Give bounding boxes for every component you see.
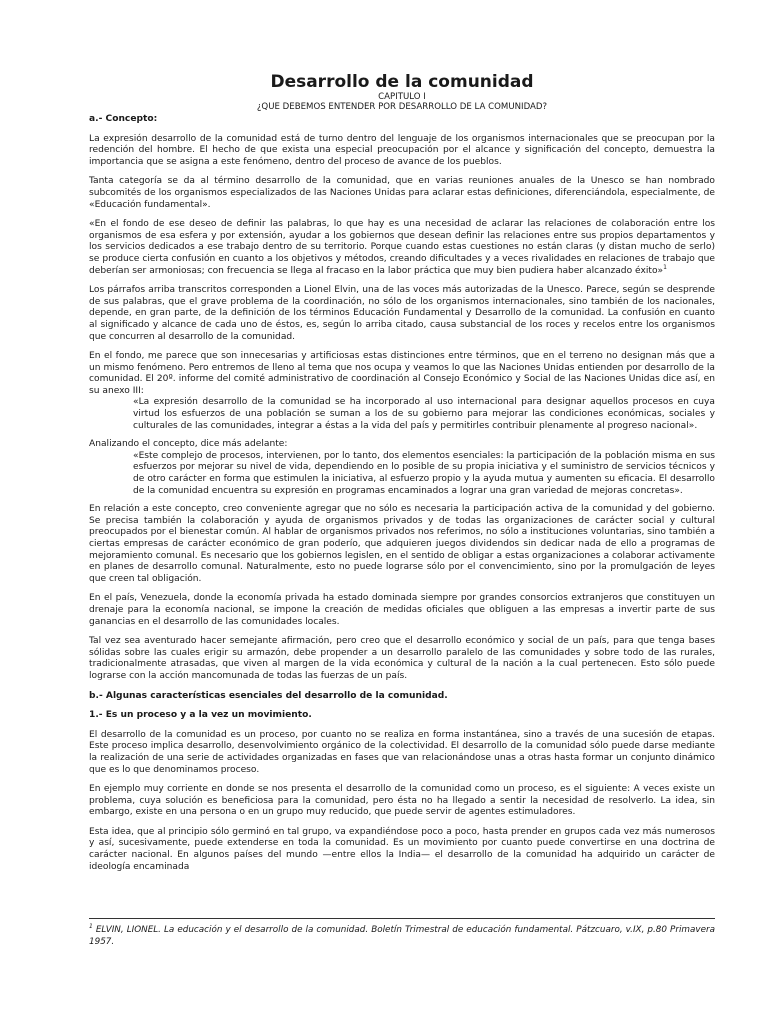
paragraph-1: La expresión desarrollo de la comunidad está de turno dentro del lenguaje de los organismos internacionales que se preocupan por la redención del hombre. El hecho de que exista una especial preocupación por el alcance y significación del concepto, demuestra la importancia que se asigna a este fenómeno, dentro del proceso de avance de los pueblos. [89,133,715,167]
paragraph-11: En ejemplo muy corriente en donde se nos presenta el desarrollo de la comunidad como un proceso, es el siguiente: A veces existe un problema, cuya solución es beneficiosa para la comunidad, pero ésta no ha llegado a sentir la necesidad de resolverlo. La idea, sin embargo, existe en una persona o en un grupo muy reducido, que puede servir de agentes estimuladores. [89,784,715,818]
paragraph-5: En el fondo, me parece que son innecesarias y artificiosas estas distinciones entre términos, que en el terreno no designan más que a un mismo fenómeno. Pero entremos de lleno al tema que nos ocupa y veamos lo que las Naciones Unidas entienden por desarrollo de la comunidad. El 20º. informe del comité administrativo de coordinación al Consejo Económico y Social de las Naciones Unidas dice así, en su anexo III: [89,351,715,396]
footnote-text: ELVIN, LIONEL. La educación y el desarrollo de la comunidad. Boletín Trimestral de educación fundamental. Pátzcuaro, v.IX, p.80 Primavera 1957. [89,925,715,947]
paragraph-2: Tanta categoría se da al término desarrollo de la comunidad, que en varias reuniones anuales de la Unesco se han nombrado subcomités de los organismos especializados de las Naciones Unidas para aclarar estas definiciones, diferenciándola, especialmente, de «Educación fundamental». [89,176,715,210]
section-b1-heading: 1.- Es un proceso y a la vez un movimiento. [89,710,312,721]
quote-2: «Este complejo de procesos, intervienen, por lo tanto, dos elementos esenciales: la participación de la población misma en sus esfuerzos por mejorar su nivel de vida, dependiendo en lo posible de su propia iniciativa y el suministro de servicios técnicos y de otro carácter en forma que estimulen la iniciativa, al esfuerzo propio y la ayuda mutua y aumenten su eficacia. El desarrollo de la comunidad encuentra su expresión en programas encaminados a lograr una gran variedad de mejoras concretas». [133,450,715,496]
section-b-heading: b.- Algunas características esenciales del desarrollo de la comunidad. [89,690,448,701]
paragraph-4: Los párrafos arriba transcritos corresponden a Lionel Elvin, una de las voces más autorizadas de la Unesco. Parece, según se desprende de sus palabras, que el grave problema de la coordinación, no sólo de los organismos internacionales, sino también de los nacionales, depende, en gran parte, de la definición de los términos Educación Fundamental y Desarrollo de la comunidad. La confusión en cuanto al significado y alcance de cada uno de éstos, es, según lo arriba citado, causa substancial de los roces y recelos entre los organismos que concurren al desarrollo de la comunidad. [89,285,715,342]
footnote [89,925,715,948]
paragraph-3-text: «En el fondo de ese deseo de definir las palabras, lo que hay es una necesidad de aclarar las relaciones de colaboración entre los organismos de esa esfera y por extensión, ayudar a los gobiernos que desean definir las relaciones entre sus propios departamentos y los servicios dedicados a ese trabajo dentro de su territorio. Porque cuando estas cuestiones no están claras (y distan mucho de serlo) se produce cierta confusión en cuanto a los objetivos y métodos, creando dificultades y a veces rivalidades en relaciones de trabajo que deberían ser armoniosas; con frecuencia se llega al fracaso en la labor práctica que muy bien pudiera haber alcanzado éxito» [89,219,715,276]
chapter-label: CAPITULO I [378,92,426,102]
paragraph-8: En el país, Venezuela, donde la economía privada ha estado dominada siempre por grandes consorcios extranjeros que constituyen un drenaje para la economía nacional, se impone la creación de medidas oficiales que obliguen a las empresas a invertir parte de sus ganancias en el desarrollo de las comunidades locales. [89,593,715,627]
section-a-heading: a.- Concepto: [89,114,158,124]
document-title: Desarrollo de la comunidad [270,72,534,92]
document-page [89,72,715,881]
paragraph-9: Tal vez sea aventurado hacer semejante afirmación, pero creo que el desarrollo económico y social de un país, para que tenga bases sólidas sobre las cuales erigir su armazón, debe propender a un desarrollo paralelo de las comunidades y sobre todo de las rurales, tradicionalmente atrasadas, que viven al margen de la vida económica y cultural de la nación a la cual pertenecen. Esto sólo puede lograrse con la acción mancomunada de todas las fuerzas de un país. [89,636,715,681]
quote-1: «La expresión desarrollo de la comunidad se ha incorporado al uso internacional para designar aquellos procesos en cuya virtud los esfuerzos de una población se suman a los de su gobierno para mejorar las condiciones económicas, sociales y culturales de las comunidades, integrar a éstas a la vida del país y permitirles contribuir plenamente al progreso nacional». [133,397,715,431]
footnote-mark: 1 [89,923,93,931]
paragraph-3 [89,219,715,277]
paragraph-10: El desarrollo de la comunidad es un proceso, por cuanto no se realiza en forma instantánea, sino a través de una sucesión de etapas. Este proceso implica desarrollo, desenvolvimiento orgánico de la colectividad. El desarrollo de la comunidad sólo puede darse mediante la realización de una serie de actividades organizadas en fases que van relacionándose unas a otras hasta formar un conjunto dinámico que es lo que denominamos proceso. [89,729,715,775]
footnote-divider [89,918,715,919]
chapter-question: ¿QUE DEBEMOS ENTENDER POR DESARROLLO DE LA COMUNIDAD? [256,102,548,112]
paragraph-6: Analizando el concepto, dice más adelante: [89,439,288,450]
paragraph-12: Esta idea, que al principio sólo germinó en tal grupo, va expandiéndose poco a poco, hasta prender en grupos cada vez más numerosos y así, sucesivamente, puede extenderse en toda la comunidad. Es un movimiento por cuanto puede convertirse en una doctrina de carácter nacional. En algunos países del mundo —entre ellos la India— el desarrollo de la comunidad ha adquirido un carácter de ideología encaminada [89,826,715,872]
footnote-reference: 1 [663,263,667,271]
paragraph-7: En relación a este concepto, creo conveniente agregar que no sólo es necesaria la participación activa de la comunidad y del gobierno. Se precisa también la colaboración y ayuda de organismos privados y de todas las organizaciones de carácter social y cultural preocupados por el bienestar común. Al hablar de organismos privados nos referimos, no sólo a instituciones voluntarias, sino también a ciertas empresas de carácter económico de gran poderío, que adquieren juegos dividendos sin dedicar nada de ello a programas de mejoramiento comunal. Es necesario que los gobiernos legislen, en el sentido de obligar a estas organizaciones a colaborar activamente en planes de desarrollo comunal. Naturalmente, esto no puede lograrse sólo por el convencimiento, sino por la promulgación de leyes que creen tal obligación. [89,504,715,584]
